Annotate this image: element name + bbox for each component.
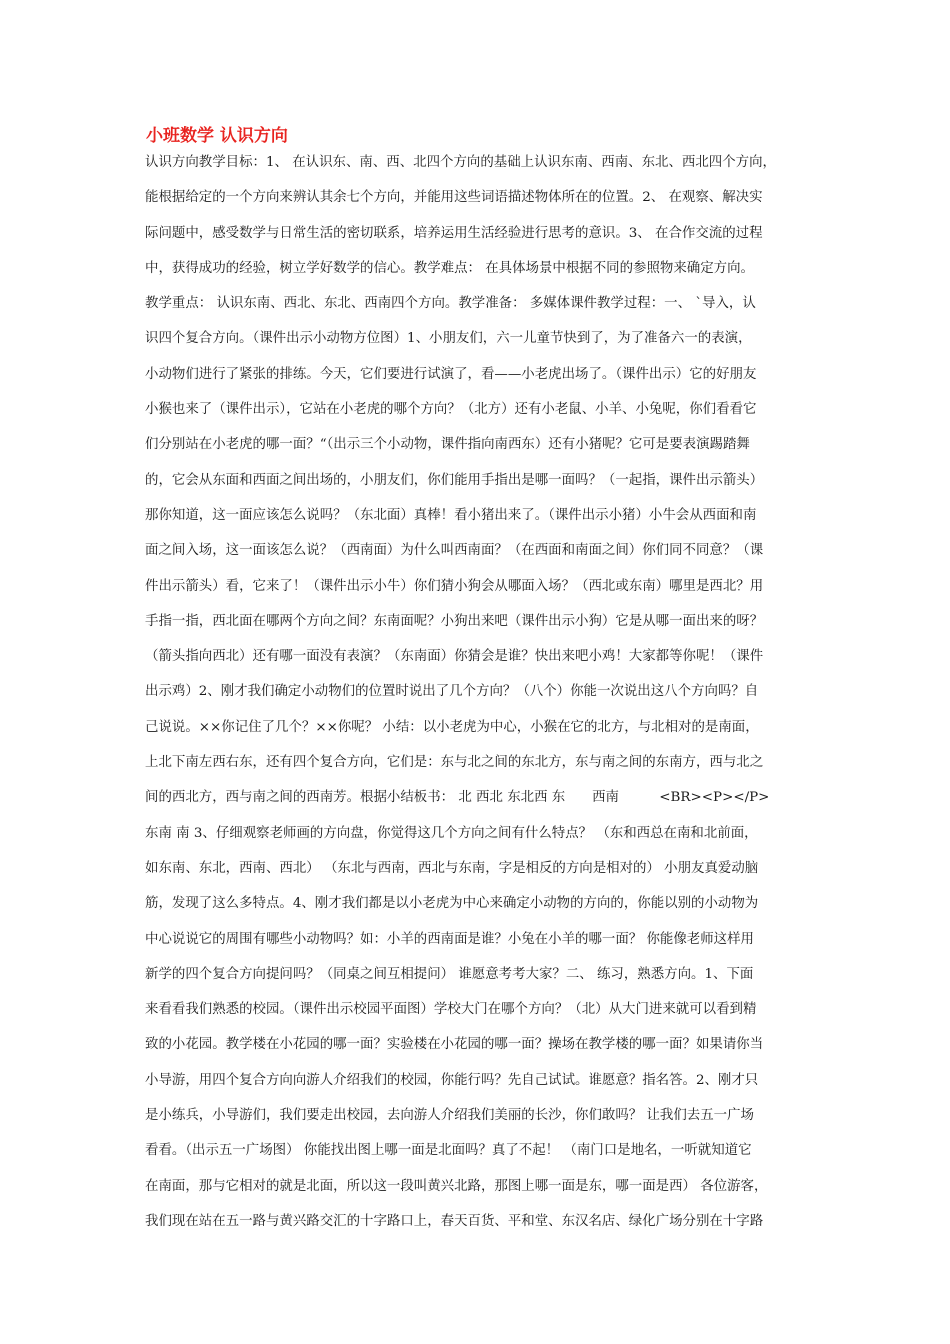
document-title: 小班数学 认识方向 [146, 126, 288, 146]
body-text-line: 手指一指，西北面在哪两个方向之间？东南面呢？小狗出来吧（课件出示小狗）它是从哪一面出来的呀？ [145, 613, 764, 629]
body-text-line: 是小练兵，小导游们，我们要走出校园，去向游人介绍我们美丽的长沙，你们敢吗？ 让我们去五一广场 [145, 1108, 754, 1124]
document-body [145, 150, 815, 1244]
body-text-line: 中，获得成功的经验，树立学好数学的信心。教学难点： 在具体场景中根据不同的参照物来确定方向。 [145, 260, 754, 276]
body-text-line: 新学的四个复合方向提问吗？（同桌之间互相提问） 谁愿意考考大家？二、 练习，熟悉方向。1、下面 [145, 966, 754, 982]
body-text-line: 上北下南左西右东，还有四个复合方向，它们是：东与北之间的东北方，东与南之间的东南方，西与北之 [145, 755, 764, 771]
body-text-line: 致的小花园。教学楼在小花园的哪一面？实验楼在小花园的哪一面？操场在教学楼的哪一面？如果请你当 [145, 1037, 764, 1053]
body-text-line: 小导游，用四个复合方向向游人介绍我们的校园，你能行吗？先自己试试。谁愿意？指名答。2、刚才只 [145, 1072, 759, 1088]
body-text-line: 筋，发现了这么多特点。4、刚才我们都是以小老虎为中心来确定小动物的方向的，你能以别的小动物为 [145, 896, 759, 912]
body-text-line: 的，它会从东面和西面之间出场的，小朋友们，你们能用手指出是哪一面吗？（一起指，课件出示箭头） [145, 472, 764, 488]
body-text-line: 际问题中，感受数学与日常生活的密切联系，培养运用生活经验进行思考的意识。3、 在合作交流的过程 [145, 225, 763, 241]
body-text-line: （箭头指向西北）还有哪一面没有表演？（东南面）你猜会是谁？快出来吧小鸡！大家都等你呢！（课件 [145, 649, 764, 665]
body-text-line: 教学重点： 认识东南、西北、东北、西南四个方向。教学准备： 多媒体课件教学过程：一、 `导入，认 [145, 296, 756, 312]
body-text-line: 如东南、东北，西南、西北） （东北与西南，西北与东南，字是相反的方向是相对的） 小朋友真爱动脑 [145, 860, 759, 876]
body-text-line: 己说说。××你记住了几个？××你呢？ 小结：以小老虎为中心，小猴在它的北方，与北相对的是南面， [145, 719, 759, 735]
body-text-line: 能根据给定的一个方向来辨认其余七个方向，并能用这些词语描述物体所在的位置。2、 在观察、解决实 [145, 190, 763, 206]
body-text-line: 中心说说它的周围有哪些小动物吗？如：小羊的西南面是谁？小兔在小羊的哪一面？ 你能像老师这样用 [145, 931, 754, 947]
body-text-line: 小动物们进行了紧张的排练。今天，它们要进行试演了，看——小老虎出场了。（课件出示）它的好朋友 [145, 366, 757, 382]
body-text-line: 面之间入场，这一面该怎么说？（西南面）为什么叫西南面？（在西面和南面之间）你们同不同意？（课 [145, 543, 764, 559]
body-text-line: 那你知道，这一面应该怎么说吗？（东北面）真棒！看小猪出来了。（课件出示小猪）小牛会从西面和南 [145, 507, 757, 523]
body-text-line: 在南面，那与它相对的就是北面，所以这一段叫黄兴北路，那图上哪一面是东，哪一面是西） 各位游客， [145, 1178, 768, 1194]
body-text-line: 间的西北方，西与南之间的西南芳。根据小结板书： 北 西北 东北西 东 西南 <BR><P></P> [145, 790, 770, 806]
body-text-line: 东南 南 3、仔细观察老师画的方向盘，你觉得这几个方向之间有什么特点？ （东和西总在南和北前面， [145, 825, 758, 841]
body-text-line: 我们现在站在五一路与黄兴路交汇的十字路口上，春天百货、平和堂、东汉名店、绿化广场分别在十字路 [145, 1213, 764, 1229]
body-text-line: 小猴也来了（课件出示），它站在小老虎的哪个方向？（北方）还有小老鼠、小羊、小兔呢，你们看看它 [145, 402, 757, 418]
body-text-line: 来看看我们熟悉的校园。（课件出示校园平面图）学校大门在哪个方向？（北）从大门进来就可以看到精 [145, 1002, 757, 1018]
body-text-line: 识四个复合方向。（课件出示小动物方位图）1、小朋友们，六一儿童节快到了，为了准备六一的表演， [145, 331, 752, 347]
body-text-line: 看看。（出示五一广场图） 你能找出图上哪一面是北面吗？真了不起！ （南门口是地名，一听就知道它 [145, 1143, 752, 1159]
body-text-line: 件出示箭头）看，它来了！（课件出示小牛）你们猜小狗会从哪面入场？（西北或东南）哪里是西北？用 [145, 578, 764, 594]
body-text-line: 认识方向教学目标：1、 在认识东、南、西、北四个方向的基础上认识东南、西南、东北、西北四个方向， [145, 155, 776, 170]
body-text-line: 们分别站在小老虎的哪一面？“（出示三个小动物，课件指向南西东）还有小猪呢？它可是要表演踢踏舞 [145, 437, 750, 453]
body-text-line: 出示鸡）2、刚才我们确定小动物们的位置时说出了几个方向？（八个）你能一次说出这八个方向吗？自 [145, 684, 759, 700]
